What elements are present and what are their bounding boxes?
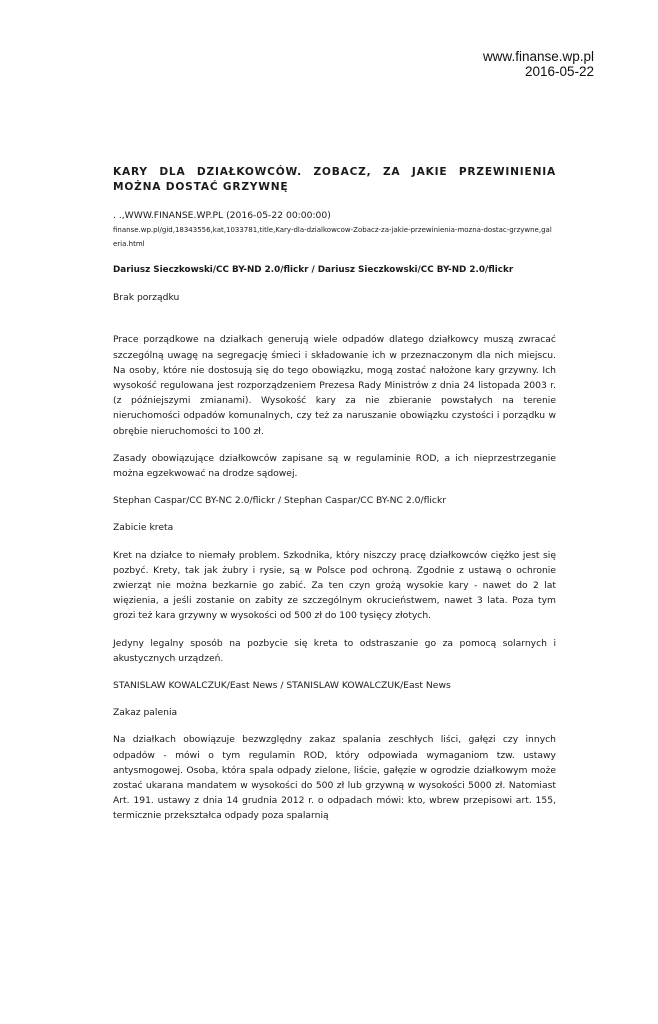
article-body xyxy=(113,165,556,836)
header-date: 2016-05-22 xyxy=(524,64,594,79)
paragraph: Prace porządkowe na działkach generują wiele odpadów dlatego działkowcy muszą zwracać szczególną uwagę na segregację śmieci i składowanie ich w przeznaczonym dla nich miejscu. Na osoby, które nie dostosują się do tego obowiązku, mogą zostać nałożone kary grzywny. Ich wysokość regulowana jest rozporządzeniem Prezesa Rady Ministrów z dnia 24 listopada 2003 r. (z późniejszymi zmianami). Wysokość kary za nie zbieranie powstałych na terenie nieruchomości odpadów komunalnych, czy też za naruszanie obowiązku czystości i porządku w obrębie nieruchomości to 100 zł. xyxy=(113,334,556,437)
article-source: . .,WWW.FINANSE.WP.PL (2016-05-22 00:00:00) xyxy=(113,210,331,221)
article-title: KARY DLA DZIAŁKOWCÓW. ZOBACZ, ZA JAKIE PRZEWINIENIA MOŻNA DOSTAĆ GRZYWNĘ xyxy=(113,166,556,193)
paragraph: Kret na działce to niemały problem. Szkodnika, który niszczy pracę działkowców ciężko jest się pozbyć. Krety, tak jak żubry i rysie, są w Polsce pod ochroną. Zgodnie z ustawą o ochronie zwierząt nie można bezkarnie go zabić. Za ten czyn grożą wysokie kary - nawet do 2 lat więzienia, a jeśli zostanie on zabity ze szczególnym okrucieństwem, nawet 3 lata. Poza tym grozi też kara grzywny w wysokości od 500 zł do 100 tysięcy złotych. xyxy=(113,549,556,622)
photo-credit: Dariusz Sieczkowski/CC BY-ND 2.0/flickr / Dariusz Sieczkowski/CC BY-ND 2.0/flickr xyxy=(113,265,514,275)
header-site: www.finanse.wp.pl xyxy=(482,49,594,64)
article-url: finanse.wp.pl/gid,18343556,kat,1033781,title,Kary-dla-dzialkowcow-Zobacz-za-jakie-przewinienia-mozna-dostac-grzywne,galeria.html xyxy=(113,226,552,248)
section-subtitle: Zabicie kreta xyxy=(113,522,174,534)
paragraph: Jedyny legalny sposób na pozbycie się kreta to odstraszanie go za pomocą solarnych i akustycznych urządzeń. xyxy=(113,637,556,664)
paragraph: Na działkach obowiązuje bezwzględny zakaz spalania zeschłych liści, gałęzi czy innych odpadów - mówi o tym regulamin ROD, który odpowiada wymaganiom tzw. ustawy antysmogowej. Osoba, która spala odpady zielone, liście, gałęzie w ogrodzie działkowym może zostać ukarana mandatem w wysokości do 500 zł lub grzywną w wysokości 5000 zł. Natomiast Art. 191. ustawy z dnia 14 grudnia 2012 r. o odpadach mówi: kto, wbrew przepisowi art. 155, termicznie przekształca odpady poza spalarnią xyxy=(113,734,556,822)
section-subtitle: Brak porządku xyxy=(113,292,180,304)
paragraph: Zasady obowiązujące działkowców zapisane są w regulaminie ROD, a ich nieprzestrzeganie można egzekwować na drodze sądowej. xyxy=(113,452,556,480)
section-subtitle: Zakaz palenia xyxy=(113,707,178,719)
photo-credit: Stephan Caspar/CC BY-NC 2.0/flickr / Stephan Caspar/CC BY-NC 2.0/flickr xyxy=(113,495,447,507)
photo-credit: STANISLAW KOWALCZUK/East News / STANISLAW KOWALCZUK/East News xyxy=(113,680,451,692)
document-header xyxy=(483,49,594,79)
